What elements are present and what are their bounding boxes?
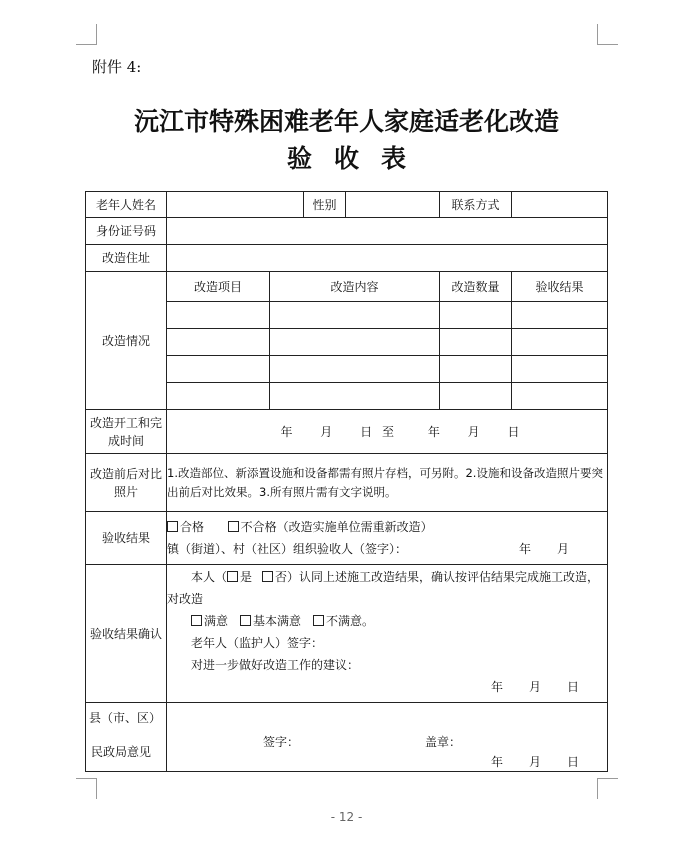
renovation-cell[interactable]: [440, 329, 512, 356]
dates-label: 改造开工和完成时间: [86, 410, 167, 454]
acceptance-form-table: [85, 191, 608, 772]
confirm-text-b: ）认同上述施工改造结果，确认按评估结果完成施工改造，对改造: [167, 570, 600, 606]
satisfied-checkbox[interactable]: [191, 615, 202, 626]
unsatisfied-checkbox[interactable]: [313, 615, 324, 626]
county-label-b: 民政局意见: [91, 745, 152, 759]
crop-mark-top-right: [597, 24, 618, 45]
renovation-header-content: 改造内容: [270, 272, 440, 302]
address-label: 改造住址: [86, 245, 167, 272]
photos-label: 改造前后对比照片: [86, 454, 167, 512]
acceptance-field: [167, 512, 608, 565]
no-checkbox[interactable]: [262, 571, 273, 582]
acceptance-date[interactable]: [519, 538, 607, 565]
end-day: 日: [507, 425, 520, 439]
renovation-header-result: 验收结果: [512, 272, 608, 302]
fail-checkbox[interactable]: [228, 521, 239, 532]
start-day: 日: [360, 425, 373, 439]
county-label-a: 县（市、区）: [89, 711, 162, 725]
renovation-cell[interactable]: [167, 356, 270, 383]
renovation-cell[interactable]: [512, 356, 608, 383]
no-label: 否: [275, 570, 288, 584]
county-month: 月: [529, 755, 542, 769]
pass-label: 合格: [180, 520, 205, 534]
confirm-year: 年: [491, 680, 504, 694]
renovation-label: 改造情况: [86, 272, 167, 410]
basic-satisfied-checkbox[interactable]: [240, 615, 251, 626]
dates-field[interactable]: [167, 410, 608, 454]
confirm-day: 日: [567, 680, 580, 694]
county-seal-label: 盖章：: [425, 735, 462, 749]
start-year: 年: [280, 425, 293, 439]
renovation-cell[interactable]: [512, 302, 608, 329]
renovation-cell[interactable]: [512, 329, 608, 356]
renovation-cell[interactable]: [270, 329, 440, 356]
confirm-label: 验收结果确认: [86, 565, 167, 703]
to-label: 至: [381, 425, 394, 439]
renovation-header-quantity: 改造数量: [440, 272, 512, 302]
pass-checkbox[interactable]: [167, 521, 178, 532]
start-month: 月: [320, 425, 333, 439]
id-number-label: 身份证号码: [86, 218, 167, 245]
county-sign-label: 签字：: [263, 735, 300, 749]
renovation-cell[interactable]: [440, 302, 512, 329]
document-title: 沅江市特殊困难老年人家庭适老化改造: [133, 107, 559, 136]
name-label: 老年人姓名: [86, 192, 167, 218]
attachment-label: 附件 4:: [92, 58, 142, 76]
renovation-cell[interactable]: [270, 383, 440, 410]
basic-satisfied-label: 基本满意: [253, 614, 302, 628]
address-field[interactable]: [167, 245, 608, 272]
photos-note: [167, 454, 608, 512]
county-date[interactable]: [491, 753, 579, 770]
guardian-sign-label: 老年人（监护人）签字：: [191, 636, 324, 650]
confirm-text-a: 本人（: [191, 570, 228, 584]
renovation-cell[interactable]: [167, 302, 270, 329]
yes-label: 是: [240, 570, 253, 584]
county-field: [167, 703, 608, 772]
gender-label: 性别: [304, 192, 346, 218]
acceptance-month: 月: [557, 542, 570, 556]
crop-mark-bottom-left: [76, 778, 97, 799]
renovation-cell[interactable]: [167, 383, 270, 410]
confirm-month: 月: [529, 680, 542, 694]
county-label: [86, 703, 167, 772]
gender-field[interactable]: [346, 192, 440, 218]
name-field[interactable]: [167, 192, 304, 218]
yes-checkbox[interactable]: [227, 571, 238, 582]
county-day: 日: [567, 755, 580, 769]
renovation-header-item: 改造项目: [167, 272, 270, 302]
unsatisfied-label: 不满意。: [326, 614, 375, 628]
renovation-cell[interactable]: [270, 302, 440, 329]
end-year: 年: [427, 425, 440, 439]
renovation-cell[interactable]: [440, 356, 512, 383]
contact-field[interactable]: [512, 192, 608, 218]
photos-note-text: 1.改造部位、新添置设施和设备都需有照片存档，可另附。2.设施和设备改造照片要突出前后对比效果。3.所有照片需有文字说明。: [167, 465, 603, 499]
end-month: 月: [467, 425, 480, 439]
id-number-field[interactable]: [167, 218, 608, 245]
satisfied-label: 满意: [204, 614, 229, 628]
renovation-cell[interactable]: [440, 383, 512, 410]
confirm-date[interactable]: [491, 676, 579, 698]
acceptance-signer-label: 镇（街道）、村（社区）组织验收人（签字）：: [167, 542, 408, 556]
renovation-cell[interactable]: [270, 356, 440, 383]
crop-mark-top-left: [76, 24, 97, 45]
page-number: - 12 -: [330, 810, 363, 824]
contact-label: 联系方式: [440, 192, 512, 218]
fail-label: 不合格（改造实施单位需重新改造）: [240, 520, 433, 534]
renovation-cell[interactable]: [167, 329, 270, 356]
crop-mark-bottom-right: [597, 778, 618, 799]
suggestion-label: 对进一步做好改造工作的建议：: [191, 658, 360, 672]
acceptance-year: 年: [519, 542, 532, 556]
acceptance-label: 验收结果: [86, 512, 167, 565]
renovation-cell[interactable]: [512, 383, 608, 410]
document-subtitle: 验收表: [286, 144, 428, 173]
confirm-field: [167, 565, 608, 703]
county-year: 年: [491, 755, 504, 769]
